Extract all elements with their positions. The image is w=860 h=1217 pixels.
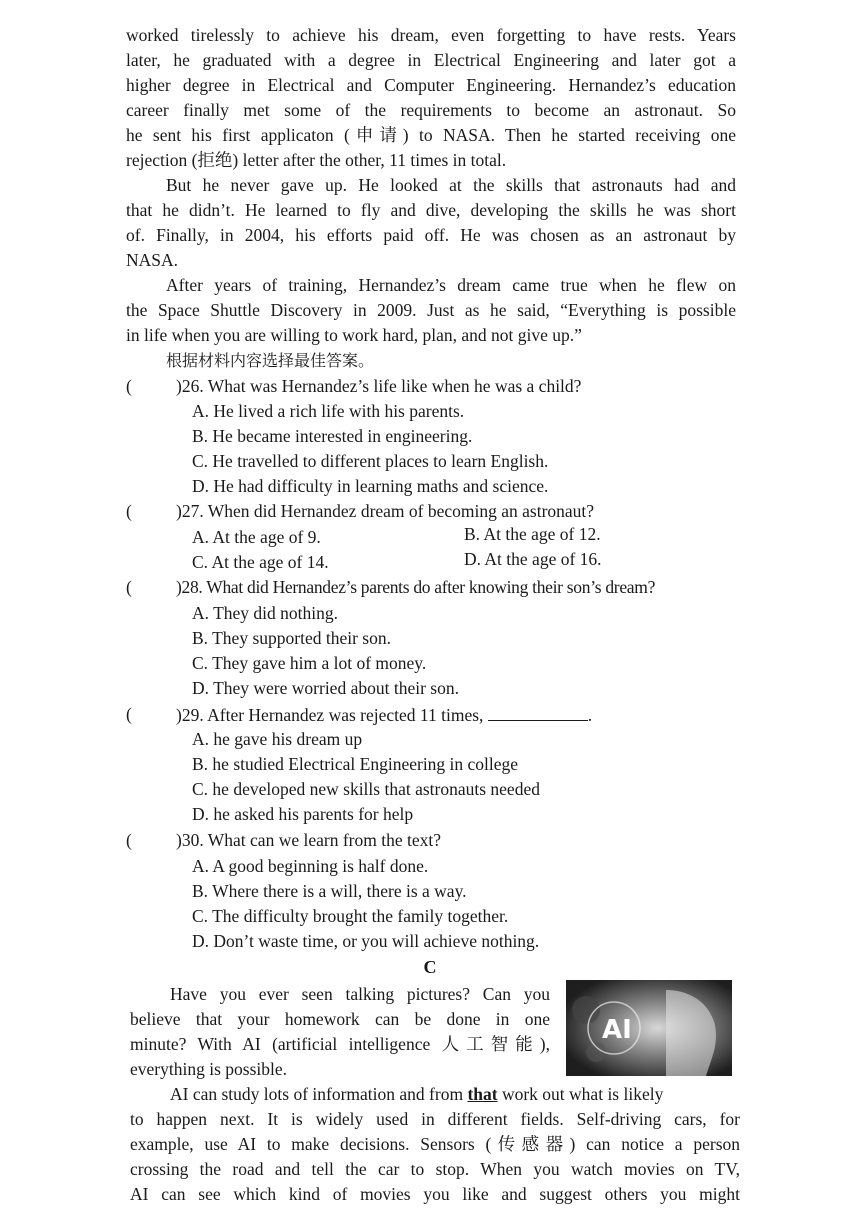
option-c: C. He travelled to different places to learn English. bbox=[192, 451, 549, 471]
text-line: later, he graduated with a degree in Electrical Engineering and later got a bbox=[126, 50, 736, 70]
answer-paren[interactable]: ( bbox=[126, 577, 132, 597]
ai-text: AI bbox=[602, 1015, 632, 1045]
option-b: B. They supported their son. bbox=[192, 628, 391, 648]
option-a: A. A good beginning is half done. bbox=[192, 856, 429, 876]
section-heading: C bbox=[423, 957, 437, 977]
paragraph-1 bbox=[126, 23, 736, 173]
text-line: higher degree in Electrical and Computer Engineering. Hernandez’s education bbox=[126, 75, 736, 95]
text-line: example, use AI to make decisions. Sensors (传感器) can notice a person bbox=[130, 1134, 740, 1154]
text-line: worked tirelessly to achieve his dream, even forgetting to have rests. Years bbox=[126, 25, 736, 45]
text-line: crossing the road and tell the car to stop. When you watch movies on TV, bbox=[130, 1159, 740, 1179]
paragraph-3 bbox=[126, 273, 736, 348]
option-a: A. They did nothing. bbox=[192, 603, 338, 623]
text-line: he sent his first applicaton (申请) to NASA. Then he started receiving one bbox=[126, 125, 736, 145]
text-line: that he didn’t. He learned to fly and dive, developing the skills he was short bbox=[126, 200, 736, 220]
text-line: After years of training, Hernandez’s dream came true when he flew on bbox=[166, 275, 736, 295]
ai-illustration bbox=[566, 980, 732, 1076]
text-line: career finally met some of the requirements to become an astronaut. So bbox=[126, 100, 736, 120]
option-a: A. At the age of 9. bbox=[192, 527, 321, 547]
option-d: D. At the age of 16. bbox=[464, 549, 602, 569]
option-b: B. Where there is a will, there is a way. bbox=[192, 881, 467, 901]
text-line: to happen next. It is widely used in different fields. Self-driving cars, for bbox=[130, 1109, 740, 1129]
text-line: AI can study lots of information and from that work out what is likely bbox=[170, 1084, 664, 1104]
option-a: A. He lived a rich life with his parents. bbox=[192, 401, 465, 421]
section-c-paragraph-2 bbox=[130, 1082, 740, 1207]
option-c: C. The difficulty brought the family together. bbox=[192, 906, 509, 926]
question-stem: )30. What can we learn from the text? bbox=[176, 830, 441, 850]
option-c: C. he developed new skills that astronauts needed bbox=[192, 779, 540, 799]
underlined-that: that bbox=[467, 1084, 498, 1104]
question-stem: )26. What was Hernandez’s life like when he was a child? bbox=[176, 376, 582, 396]
text-line: rejection (拒绝) letter after the other, 11 times in total. bbox=[126, 150, 507, 170]
text-line: the Space Shuttle Discovery in 2009. Just as he said, “Everything is possible bbox=[126, 300, 736, 320]
answer-paren[interactable]: ( bbox=[126, 376, 132, 396]
instruction: 根据材料内容选择最佳答案。 bbox=[166, 351, 375, 370]
text-line: Have you ever seen talking pictures? Can you bbox=[170, 984, 550, 1004]
paragraph-2 bbox=[126, 173, 736, 273]
option-c: C. They gave him a lot of money. bbox=[192, 653, 427, 673]
option-d: D. They were worried about their son. bbox=[192, 678, 459, 698]
answer-paren[interactable]: ( bbox=[126, 501, 132, 521]
option-d: D. He had difficulty in learning maths and science. bbox=[192, 476, 549, 496]
text-line: of. Finally, in 2004, his efforts paid off. He was chosen as an astronaut by bbox=[126, 225, 736, 245]
text-line: minute? With AI (artificial intelligence 人工智能), bbox=[130, 1034, 550, 1054]
text-line: everything is possible. bbox=[130, 1059, 287, 1079]
text-line: But he never gave up. He looked at the skills that astronauts had and bbox=[166, 175, 736, 195]
option-a: A. he gave his dream up bbox=[192, 729, 363, 749]
option-c: C. At the age of 14. bbox=[192, 552, 329, 572]
stem-end: . bbox=[587, 705, 593, 725]
option-b: B. he studied Electrical Engineering in college bbox=[192, 754, 519, 774]
text-line: in life when you are willing to work hard, plan, and not give up.” bbox=[126, 325, 582, 345]
option-d: D. he asked his parents for help bbox=[192, 804, 414, 824]
option-b: B. He became interested in engineering. bbox=[192, 426, 473, 446]
question-stem: )28. What did Hernandez’s parents do after knowing their son’s dream? bbox=[176, 577, 656, 597]
text-line: AI can see which kind of movies you like and suggest others you might bbox=[130, 1184, 740, 1204]
option-b: B. At the age of 12. bbox=[464, 524, 601, 544]
question-stem: )27. When did Hernandez dream of becoming an astronaut? bbox=[176, 501, 595, 521]
answer-paren[interactable]: ( bbox=[126, 830, 132, 850]
text-line: NASA. bbox=[126, 250, 179, 270]
answer-paren[interactable]: ( bbox=[126, 704, 132, 724]
option-d: D. Don’t waste time, or you will achieve nothing. bbox=[192, 931, 540, 951]
ai-head-graphic bbox=[566, 980, 732, 1076]
section-c-intro bbox=[130, 982, 550, 1082]
text-line: believe that your homework can be done in one bbox=[130, 1009, 550, 1029]
answer-blank[interactable] bbox=[488, 702, 588, 721]
question-stem: )29. After Hernandez was rejected 11 times, bbox=[176, 705, 484, 725]
